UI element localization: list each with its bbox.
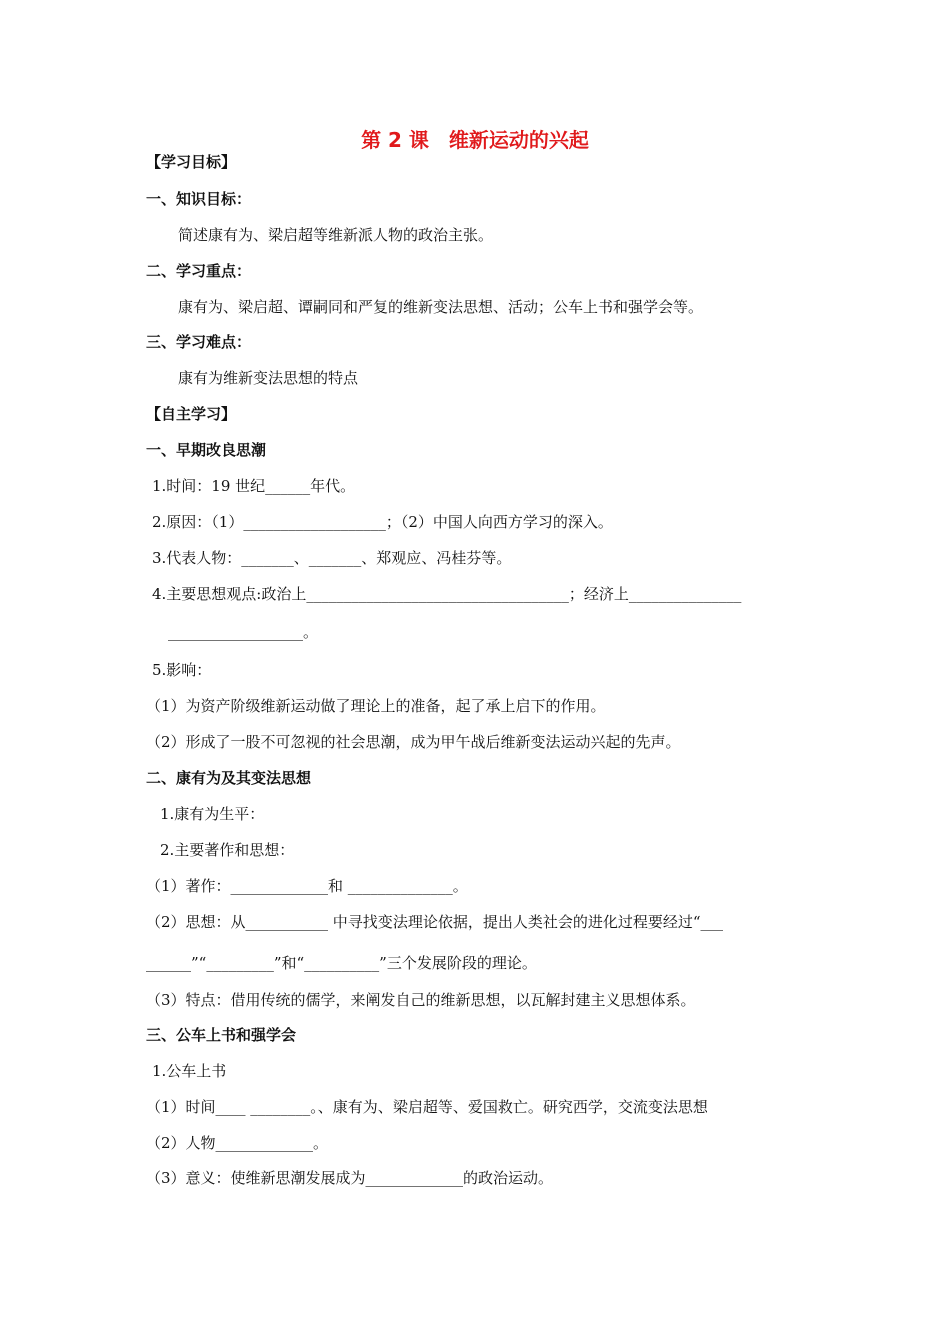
difficulties-heading: 三、学习难点： xyxy=(146,333,252,351)
fill-in-line: ______”“_________”和“__________”三个发展阶段的理论。 xyxy=(146,954,537,972)
fill-in-line: 4.主要思想观点:政治上___________________________________；经济上_______________ xyxy=(152,585,742,603)
page-title: 第 2 课 维新运动的兴起 xyxy=(361,128,589,152)
section-heading-kang-youwei: 二、康有为及其变法思想 xyxy=(146,769,312,787)
text-line: （1）为资产阶级维新运动做了理论上的准备，起了承上启下的作用。 xyxy=(146,697,606,715)
text-line: 1.公车上书 xyxy=(152,1062,227,1080)
key-points-text: 康有为、梁启超、谭嗣同和严复的维新变法思想、活动；公车上书和强学会等。 xyxy=(178,298,704,316)
knowledge-goal-text: 简述康有为、梁启超等维新派人物的政治主张。 xyxy=(178,226,494,244)
difficulties-text: 康有为维新变法思想的特点 xyxy=(178,369,359,387)
text-line: （3）特点：借用传统的儒学，来阐发自己的维新思想，以瓦解封建主义思想体系。 xyxy=(146,991,696,1009)
fill-in-line: （2）人物_____________。 xyxy=(146,1134,329,1152)
fill-in-line: 3.代表人物：_______、_______、郑观应、冯桂芬等。 xyxy=(152,549,512,567)
text-line: 2.主要著作和思想： xyxy=(160,841,295,859)
fill-in-line: 1.时间：19 世纪______年代。 xyxy=(152,477,356,495)
fill-in-line: （1）著作：_____________和 ______________。 xyxy=(146,877,468,895)
goals-header: 【学习目标】 xyxy=(146,153,237,171)
key-points-heading: 二、学习重点： xyxy=(146,262,252,280)
fill-in-line: __________________。 xyxy=(168,623,319,641)
fill-in-line: （1）时间____ ________。、康有为、梁启超等、爱国救亡。研究西学，交流变法思想 xyxy=(146,1098,708,1116)
knowledge-goal-heading: 一、知识目标： xyxy=(146,190,252,208)
fill-in-line: 2.原因：（1）___________________；（2）中国人向西方学习的深入。 xyxy=(152,513,613,531)
fill-in-line: （2）思想：从___________ 中寻找变法理论依据，提出人类社会的进化过程要经过“___ xyxy=(146,913,723,931)
section-heading-petition: 三、公车上书和强学会 xyxy=(146,1026,297,1044)
self-study-header: 【自主学习】 xyxy=(146,405,237,423)
text-line: 1.康有为生平： xyxy=(160,805,265,823)
fill-in-line: （3）意义：使维新思潮发展成为_____________的政治运动。 xyxy=(146,1169,554,1187)
text-line: 5.影响： xyxy=(152,661,212,679)
section-heading-early-reform: 一、早期改良思潮 xyxy=(146,441,267,459)
text-line: （2）形成了一股不可忽视的社会思潮，成为甲午战后维新变法运动兴起的先声。 xyxy=(146,733,681,751)
